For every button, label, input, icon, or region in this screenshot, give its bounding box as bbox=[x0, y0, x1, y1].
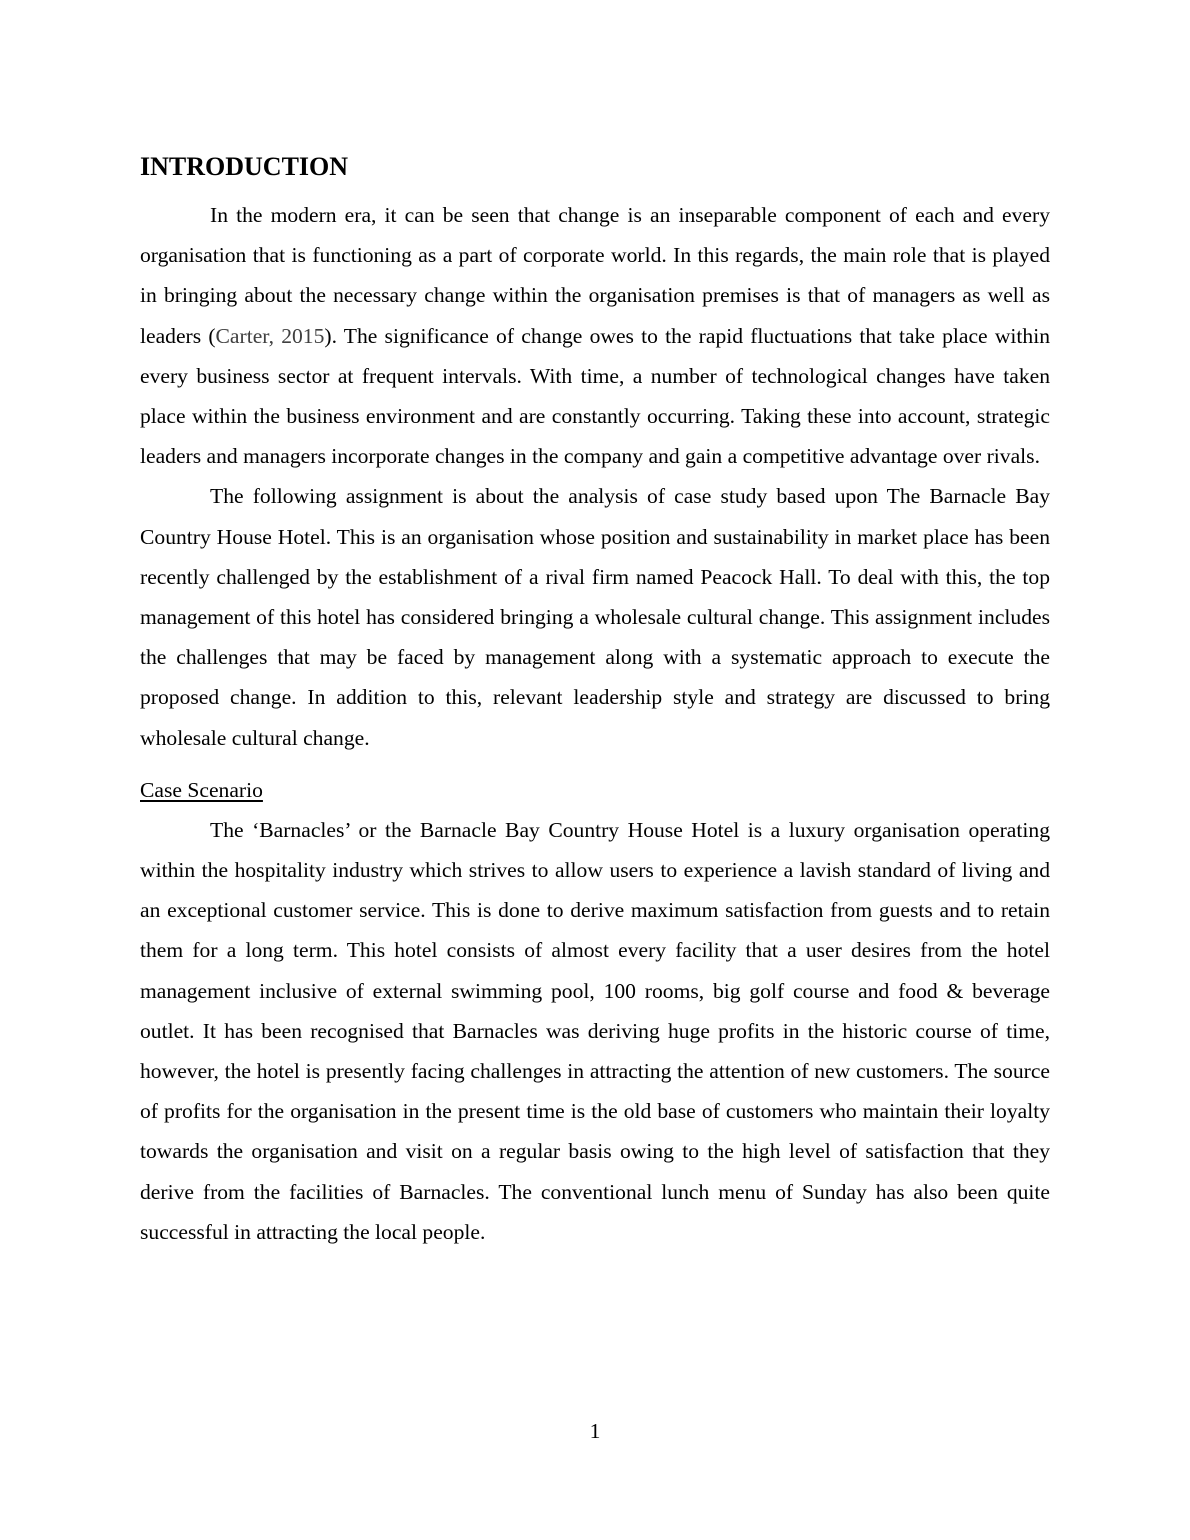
page-number: 1 bbox=[589, 1419, 601, 1443]
intro-paragraph-1-text-a: In the modern era, it can be seen that change is an inseparable component of each and every organisation that is functioning as a part of corporate world. In this regards, the main role that is played in bringing about the necessary change within the organisation premises is that of managers as well as leaders ( bbox=[140, 203, 1050, 348]
citation-carter-2015: Carter, 2015 bbox=[215, 323, 325, 348]
intro-paragraph-1-text-b: ). The significance of change owes to the rapid fluctuations that take place within every business sector at frequent intervals. With time, a number of technological changes have taken place within the business environment and are constantly occurring. Taking these into account, strategic leaders and managers incorporate changes in the company and gain a competitive advantage over rivals. bbox=[140, 323, 1051, 469]
section-heading-introduction: INTRODUCTION bbox=[140, 152, 349, 181]
case-scenario-paragraph: The ‘Barnacles’ or the Barnacle Bay Country House Hotel is a luxury organisation operating within the hospitality industry which strives to allow users to experience a lavish standard of living and an exceptional customer service. This is done to derive maximum satisfaction from guests and to retain them for a long term. This hotel consists of almost every facility that a user desires from the hotel management inclusive of external swimming pool, 100 rooms, big golf course and food & beverage outlet. It has been recognised that Barnacles was deriving huge profits in the historic course of time, however, the hotel is presently facing challenges in attracting the attention of new customers. The source of profits for the organisation in the present time is the old base of customers who maintain their loyalty towards the organisation and visit on a regular basis owing to the high level of satisfaction that they derive from the facilities of Barnacles. The conventional lunch menu of Sunday has also been quite successful in attracting the local people. bbox=[140, 817, 1050, 1244]
subheading-case-scenario: Case Scenario bbox=[140, 777, 263, 802]
page-content bbox=[140, 150, 1050, 1252]
intro-paragraph-2: The following assignment is about the analysis of case study based upon The Barnacle Bay Country House Hotel. This is an organisation whose position and sustainability in market place has been recently challenged by the establishment of a rival firm named Peacock Hall. To deal with this, the top management of this hotel has considered bringing a wholesale cultural change. This assignment includes the challenges that may be faced by management along with a systematic approach to execute the proposed change. In addition to this, relevant leadership style and strategy are discussed to bring wholesale cultural change. bbox=[140, 484, 1050, 750]
intro-paragraph-1 bbox=[140, 195, 1050, 476]
